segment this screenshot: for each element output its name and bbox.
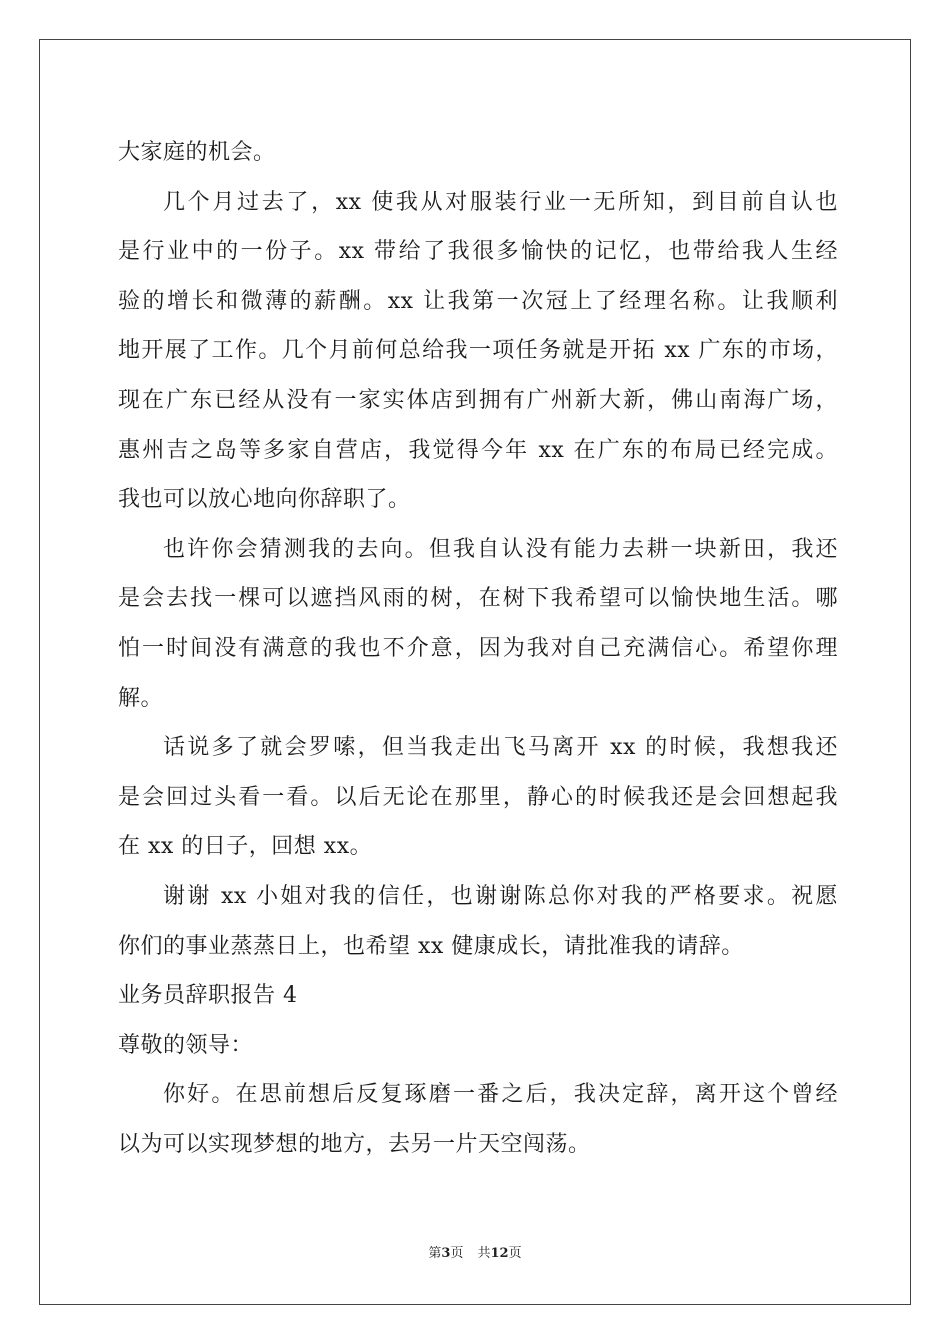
section-heading: 业务员辞职报告 4 bbox=[118, 983, 298, 1009]
body-line: 惠州吉之岛等多家自营店，我觉得今年 xx 在广东的布局已经完成。 bbox=[118, 437, 838, 463]
body-line: 你们的事业蒸蒸日上，也希望 xx 健康成长，请批准我的请辞。 bbox=[118, 933, 744, 959]
body-line: 验的增长和微薄的薪酬。xx 让我第一次冠上了经理名称。让我顺利 bbox=[118, 288, 838, 314]
body-line: 以为可以实现梦想的地方，去另一片天空闯荡。 bbox=[118, 1131, 591, 1157]
footer-page-number: 3 bbox=[441, 1246, 451, 1261]
footer-total-pages: 12 bbox=[490, 1246, 509, 1261]
body-line: 也许你会猜测我的去向。但我自认没有能力去耕一块新田，我还 bbox=[163, 536, 838, 562]
page-footer bbox=[0, 1244, 950, 1264]
body-line: 你好。在思前想后反复琢磨一番之后，我决定辞，离开这个曾经 bbox=[163, 1082, 838, 1108]
body-line: 几个月过去了，xx 使我从对服装行业一无所知，到目前自认也 bbox=[163, 189, 838, 215]
body-line: 怕一时间没有满意的我也不介意，因为我对自己充满信心。希望你理 bbox=[118, 635, 838, 661]
body-line: 是行业中的一份子。xx 带给了我很多愉快的记忆，也带给我人生经 bbox=[118, 239, 838, 265]
salutation: 尊敬的领导： bbox=[118, 1032, 254, 1058]
body-line: 地开展了工作。几个月前何总给我一项任务就是开拓 xx 广东的市场， bbox=[118, 338, 838, 364]
footer-total-prefix: 共 bbox=[477, 1246, 491, 1261]
body-line: 谢谢 xx 小姐对我的信任，也谢谢陈总你对我的严格要求。祝愿 bbox=[163, 883, 838, 909]
footer-page-suffix: 页 bbox=[450, 1246, 464, 1261]
body-line: 是会回过头看一看。以后无论在那里，静心的时候我还是会回想起我 bbox=[118, 784, 838, 810]
footer-prefix: 第 bbox=[428, 1246, 442, 1261]
body-line: 大家庭的机会。 bbox=[118, 140, 276, 165]
body-line: 话说多了就会罗嗦，但当我走出飞马离开 xx 的时候，我想我还 bbox=[163, 735, 838, 761]
body-line: 在 xx 的日子，回想 xx。 bbox=[118, 834, 373, 860]
footer-total-suffix: 页 bbox=[508, 1246, 522, 1261]
body-line: 是会去找一棵可以遮挡风雨的树，在树下我希望可以愉快地生活。哪 bbox=[118, 586, 838, 612]
body-line: 现在广东已经从没有一家实体店到拥有广州新大新，佛山南海广场， bbox=[118, 387, 838, 413]
body-line: 解。 bbox=[118, 685, 164, 711]
body-line: 我也可以放心地向你辞职了。 bbox=[118, 487, 411, 513]
document-body bbox=[118, 128, 838, 1169]
